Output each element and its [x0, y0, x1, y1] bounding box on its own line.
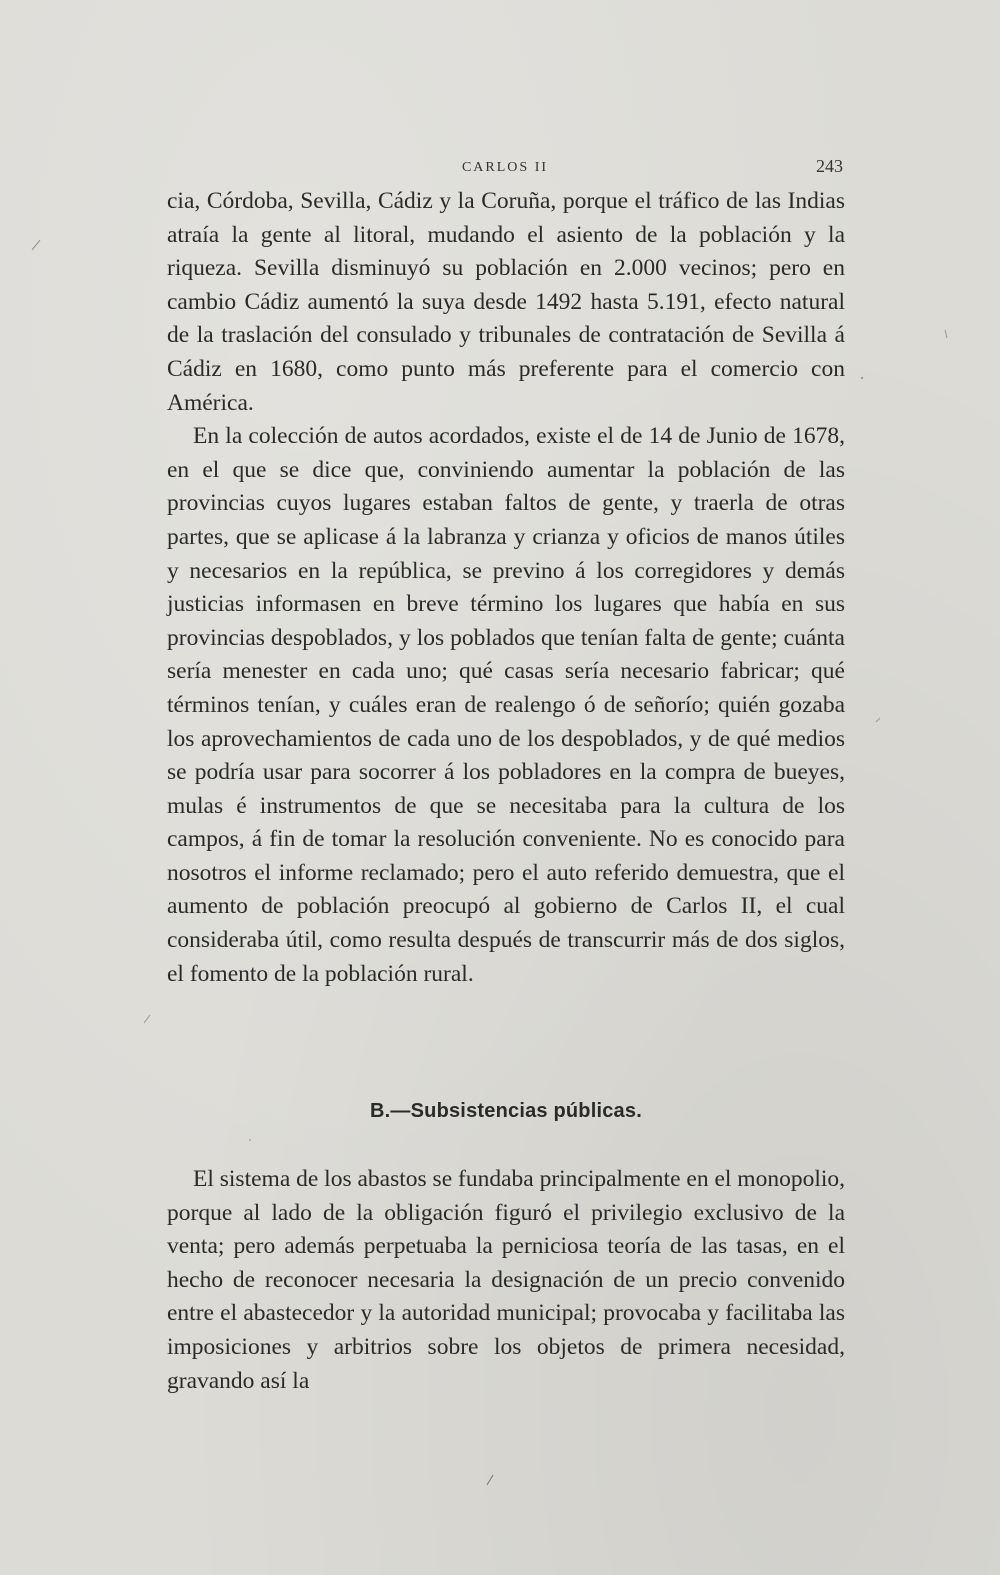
page-number: 243 — [816, 156, 843, 176]
body-text — [167, 185, 845, 991]
running-title: CARLOS II — [461, 160, 549, 175]
body-text-continued — [167, 1163, 845, 1398]
paragraph-1: cia, Córdoba, Sevilla, Cádiz y la Coruña, porque el tráfico de las Indias atraía la gente al litoral, mudando el asiento de la población y la riqueza. Sevilla disminuyó su población en 2.000 vecinos; pero en cambio Cádiz aumentó la suya desde 1492 hasta 5.191, efecto natural de la traslación del consulado y tribunales de contratación de Sevilla á Cádiz en 1680, como punto más preferente para el comercio con América. — [167, 188, 845, 416]
paragraph-3: El sistema de los abastos se fundaba principalmente en el monopolio, porque al lado de la obligación figuró el privilegio exclusivo de la venta; pero además perpetuaba la perniciosa teoría de las tasas, en el hecho de reconocer necesaria la designación de un precio convenido entre el abastecedor y la autoridad municipal; provocaba y facilitaba las imposiciones y arbitrios sobre los objetos de primera necesidad, gravando así la — [167, 1166, 845, 1394]
running-head — [167, 152, 843, 182]
paragraph-2: En la colección de autos acordados, existe el de 14 de Junio de 1678, en el que se dice que, conviniendo aumentar la población de las provincias cuyos lugares estaban faltos de gente, y traerla de otras partes, que se aplicase á la labranza y crianza y oficios de manos útiles y necesarios en la república, se previno á los corregidores y demás justicias informasen en breve término los lugares que había en sus provincias despoblados, y los poblados que tenían falta de gente; cuánta sería menester en cada uno; qué casas sería necesario fabricar; qué términos tenían, y cuáles eran de realengo ó de señorío; quién gozaba los aprovechamientos de cada uno de los despoblados, y de qué medios se podría usar para socorrer á los pobladores en la compra de bueyes, mulas é instrumentos de que se necesitaba para la cultura de los campos, á fin de tomar la resolución conveniente. No es conocido para nosotros el informe reclamado; pero el auto referido demuestra, que el aumento de población preocupó al gobierno de Carlos II, el cual consideraba útil, como resulta después de transcurrir más de dos siglos, el fomento de la población rural. — [167, 423, 845, 987]
section-heading: B.—Subsistencias públicas. — [370, 1100, 642, 1122]
